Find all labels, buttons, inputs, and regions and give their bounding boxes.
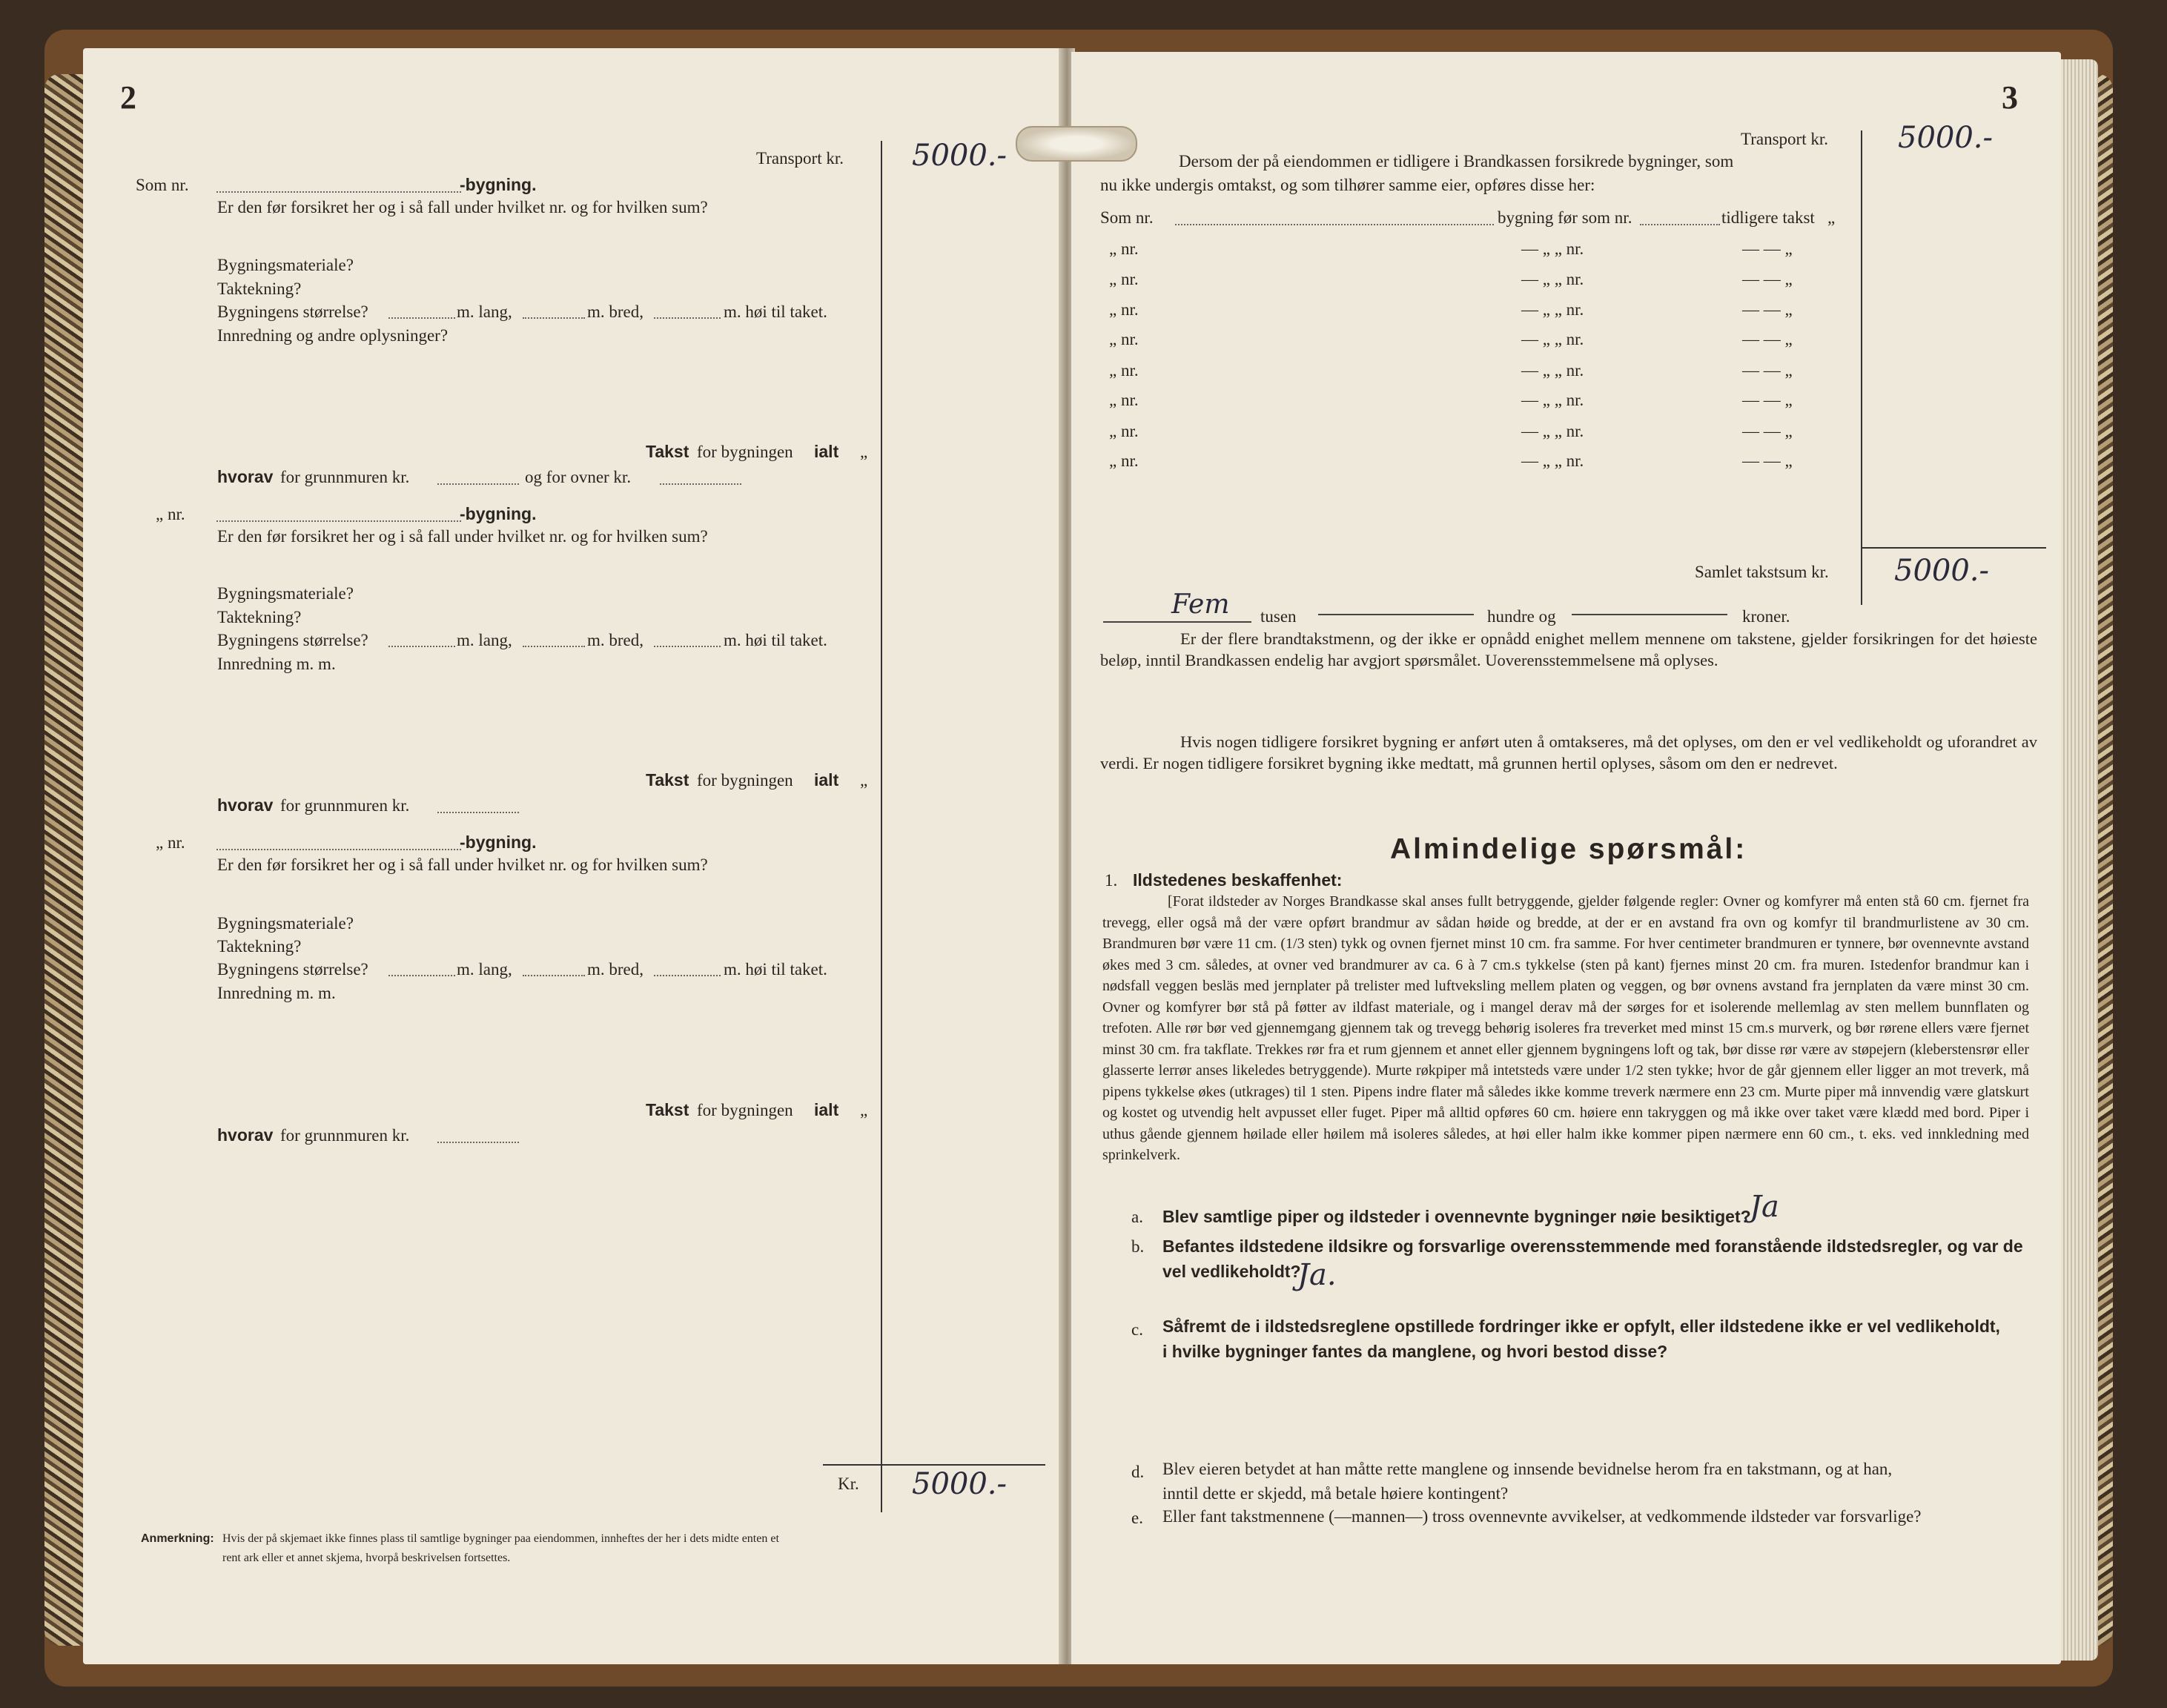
qe-letter: e. <box>1131 1509 1143 1527</box>
row-1-mid: — „ „ nr. <box>1521 239 1584 258</box>
tidligere-nr-line <box>1640 224 1720 225</box>
b2-lang-line <box>388 646 455 647</box>
note-line-1: Hvis der på skjemaet ikke finnes plass til samtlige bygninger paa eiendommen, innheftes der her i dets midte enten et <box>222 1532 779 1545</box>
right-transport-amount: 5000.- <box>1898 121 1994 155</box>
hundre-label: hundre og <box>1487 607 1556 626</box>
binding-string <box>1016 126 1137 162</box>
b1-grunnmuren: for grunnmuren kr. <box>280 468 410 486</box>
b1-hoi: m. høi til taket. <box>724 302 827 321</box>
b2-hvorav: hvorav <box>217 795 274 815</box>
qb-answer: Ja. <box>1297 1258 1337 1292</box>
fem-line <box>1103 621 1251 623</box>
b3-storrelse: Bygningens størrelse? <box>217 960 368 979</box>
tidligere-takst-label: tidligere takst <box>1721 208 1815 227</box>
left-total-rule <box>823 1464 1045 1466</box>
q1-title: Ildstedenes beskaffenhet: <box>1133 870 1343 890</box>
amount-words-fem: Fem <box>1171 589 1230 620</box>
right-amount-rule <box>1861 130 1862 605</box>
qb-question-1: Befantes ildstedene ildsikre og forsvarlige overensstemmende med foranstående ildstedsregler, og var de <box>1162 1237 2023 1256</box>
b3-bygning: -bygning. <box>460 833 537 852</box>
b1-takst-label: for bygningen <box>697 443 793 461</box>
b1-ialt-quote: „ <box>860 443 868 461</box>
b1-lead: Som nr. <box>136 176 189 194</box>
b2-hoi: m. høi til taket. <box>724 631 827 649</box>
row-8-end: — — „ <box>1742 451 1793 470</box>
left-kr-amount: 5000.- <box>912 1467 1008 1501</box>
qd-letter: d. <box>1131 1463 1145 1481</box>
b1-bred: m. bred, <box>587 302 644 321</box>
section-heading: Almindelige spørsmål: <box>1390 833 1747 865</box>
qd-question-2: inntil dette er skjedd, må betale høiere kontingent? <box>1162 1484 1509 1503</box>
b1-innredning: Innredning og andre oplysninger? <box>217 326 449 345</box>
b2-ialt: ialt <box>814 770 839 790</box>
row-5-mid: — „ „ nr. <box>1521 361 1584 380</box>
intro-line-1: Dersom der på eiendommen er tidligere i Brandkassen forsikrede bygninger, som <box>1179 152 1734 171</box>
b2-question: Er den før forsikret her og i så fall under hvilket nr. og for hvilken sum? <box>217 527 708 546</box>
b2-taktekning: Taktekning? <box>217 608 302 626</box>
row-2-lead: „ nr. <box>1109 270 1139 288</box>
intro-line-2: nu ikke undergis omtakst, og som tilhører samme eier, opføres disse her: <box>1100 176 1595 194</box>
note-label: Anmerkning: <box>141 1532 214 1545</box>
q1-number: 1. <box>1105 871 1118 890</box>
som-nr-label: Som nr. <box>1100 208 1154 227</box>
b2-lead: „ nr. <box>156 505 185 523</box>
row-8-mid: — „ „ nr. <box>1521 451 1584 470</box>
b1-ovner: og for ovner kr. <box>525 468 632 486</box>
b3-grunnmur-line <box>437 1142 519 1143</box>
b3-hvorav: hvorav <box>217 1125 274 1145</box>
b3-taktekning: Taktekning? <box>217 937 302 956</box>
b3-nr-line <box>216 849 461 850</box>
b2-takst: Takst <box>646 770 689 790</box>
b2-material: Bygningsmateriale? <box>217 584 354 603</box>
row-1-end: — — „ <box>1742 239 1793 258</box>
b3-hoi: m. høi til taket. <box>724 960 827 979</box>
row-1-lead: „ nr. <box>1109 239 1139 258</box>
b3-hoi-line <box>654 975 721 976</box>
qa-answer: Ja <box>1750 1190 1779 1224</box>
b2-bygning: -bygning. <box>460 504 537 523</box>
b1-lang-line <box>388 317 455 319</box>
b3-lead: „ nr. <box>156 833 185 852</box>
qd-question-1: Blev eieren betydet at han måtte rette manglene og innsende bevidnelse herom fra en takstmann, og at han, <box>1162 1460 1893 1478</box>
b1-ovner-line <box>660 483 741 485</box>
samlet-rule <box>1861 547 2046 549</box>
paragraph-2: Hvis nogen tidligere forsikret bygning er anført uten å omtakseres, må det oplyses, om den er vel vedlikeholdt og uforandret av verdi. Er nogen tidligere forsikret bygning ikke medtatt, må grunnen hertil oplyses, såsom om den er nedrevet. <box>1100 732 2037 772</box>
b2-grunnmur-line <box>437 812 519 813</box>
b2-takst-label: for bygningen <box>697 771 793 790</box>
b3-takst: Takst <box>646 1100 689 1119</box>
row-4-end: — — „ <box>1742 330 1793 348</box>
b2-ialt-quote: „ <box>860 771 868 790</box>
b1-hvorav: hvorav <box>217 467 274 486</box>
b3-bred-line <box>523 975 585 976</box>
b3-bred: m. bred, <box>587 960 644 979</box>
paragraph-1: Er der flere brandtakstmenn, og der ikke er opnådd enighet mellem mennene om takstene, gjelder forsikringen for det høieste beløp, inntil Brandkassen endelig har avgjort spørsmålet. Uoverensstemmelsene må oplyses. <box>1100 629 2037 669</box>
qb-question-2: vel vedlikeholdt? <box>1162 1262 1301 1281</box>
row-7-lead: „ nr. <box>1109 422 1139 440</box>
b1-lang: m. lang, <box>457 302 512 321</box>
b3-takst-label: for bygningen <box>697 1101 793 1119</box>
right-transport-label: Transport kr. <box>1741 130 1828 148</box>
som-nr-line <box>1175 224 1494 225</box>
row-6-lead: „ nr. <box>1109 391 1139 409</box>
b2-storrelse: Bygningens størrelse? <box>217 631 368 649</box>
b1-bygning: -bygning. <box>460 175 537 194</box>
b3-lang-line <box>388 975 455 976</box>
row-3-mid: — „ „ nr. <box>1521 300 1584 319</box>
b3-material: Bygningsmateriale? <box>217 914 354 933</box>
row-6-mid: — „ „ nr. <box>1521 391 1584 409</box>
row-4-lead: „ nr. <box>1109 330 1139 348</box>
qc-question-1: Såfremt de i ildstedsreglene opstillede fordringer ikke er opfylt, eller ildstedene ikke er vel vedlikeholdt, <box>1162 1317 2000 1336</box>
b1-bred-line <box>523 317 585 319</box>
b1-storrelse: Bygningens størrelse? <box>217 302 368 321</box>
qa-letter: a. <box>1131 1208 1143 1226</box>
b1-ialt: ialt <box>814 442 839 461</box>
row-3-lead: „ nr. <box>1109 300 1139 319</box>
qc-letter: c. <box>1131 1320 1143 1339</box>
bygning-for-label: bygning før som nr. <box>1498 208 1632 227</box>
q1-rules-text: [Forat ildsteder av Norges Brandkasse skal anses fullt betryggende, gjelder følgende regler: Ovner og komfyrer må enten stå 60 cm. fjernet fra trevegg, eller også må der være opført brandmur av sådan høide og bredde, at der er en avstand fra ovn og komfyr til brandmurlistene av 30 cm. Brandmuren bør være 11 cm. (1/3 sten) tykk og ovnen fjernet minst 10 cm. fra samme. For hver centimeter brandmuren er tynnere, bør ovennevnte avstand økes med 3 cm. således, at ovner ved brandmurer av ca. 6 à 7 cm.s tykkelse (sten på kant) fjernes minst 20 cm. fra muren. Istedenfor brandmur kan i nødsfall veggen besläs med jernplater på trelister med luftveksling mellem platen og veggen, og bør ovnens avstand fra jernplaten da være minst 30 cm. Ovner og komfyrer bør stå på føtter av ildfast materiale, og i mangel derav må der sørges for et isolerende mellemlag av sten mellem bunnflaten og trefoten. Alle rør bør ved gjennemgang gjennem tak og trevegg behørig isoleres fra treverket med minst 15 cm.s murverk, og bør rørene ellers være fjernet minst 30 cm. fra takflate. Trekkes rør fra et rum gjennem et annet eller gjennem bygningens loft og tak, bør disse rør være av støpejern (kleberstensrør eller glasserte lerrør anses likeledes betryggende). Murte røkpiper må intetsteds være under 1/2 sten tykke; hvor de går gjennem eller ligger an mot treverk, må pipens tykkelse økes (utkrages) til 1 sten. Pipens indre flater må således ikke komme treverk nærmere enn 23 cm. Murte piper må innvendig være glatskurt og kostet og utvendig helt avpusset eller fuget. Piper må alltid opføres 60 cm. høiere enn takryggen og må ikke over taket være klædd med bord. Piper i uthus gående gjennem høilade eller høilem må isoleres således, at høi eller halm ikke kommer pipen nærmere enn 60 cm., t. eks. ved innkledning med sprinkelverk. <box>1102 893 2029 1163</box>
b2-grunnmuren: for grunnmuren kr. <box>280 796 410 815</box>
b1-material: Bygningsmateriale? <box>217 256 354 274</box>
b3-grunnmuren: for grunnmuren kr. <box>280 1126 410 1145</box>
left-kr-label: Kr. <box>838 1474 859 1493</box>
tidligere-quote: „ <box>1827 208 1836 227</box>
b1-taktekning: Taktekning? <box>217 279 302 298</box>
b2-nr-line <box>216 520 461 522</box>
row-2-mid: — „ „ nr. <box>1521 270 1584 288</box>
samlet-amount: 5000.- <box>1894 554 1990 588</box>
b1-hoi-line <box>654 317 721 319</box>
hundre-line <box>1318 614 1474 615</box>
left-page-number: 2 <box>120 79 136 116</box>
row-7-end: — — „ <box>1742 422 1793 440</box>
row-3-end: — — „ <box>1742 300 1793 319</box>
kroner-label: kroner. <box>1742 607 1790 626</box>
tusen-label: tusen <box>1260 607 1297 626</box>
b3-ialt: ialt <box>814 1100 839 1119</box>
row-7-mid: — „ „ nr. <box>1521 422 1584 440</box>
right-page-number: 3 <box>2002 79 2018 116</box>
samlet-label: Samlet takstsum kr. <box>1695 563 1829 581</box>
left-amount-rule <box>881 141 882 1512</box>
b1-takst: Takst <box>646 442 689 461</box>
og-line <box>1572 614 1727 615</box>
qe-question: Eller fant takstmennene (—mannen—) tross ovennevnte avvikelser, at vedkommende ildsteder var forsvarlige? <box>1162 1507 1922 1526</box>
row-6-end: — — „ <box>1742 391 1793 409</box>
row-2-end: — — „ <box>1742 270 1793 288</box>
b1-nr-line <box>216 191 461 193</box>
note-line-2: rent ark eller et annet skjema, hvorpå beskrivelsen fortsettes. <box>222 1552 511 1564</box>
row-8-lead: „ nr. <box>1109 451 1139 470</box>
b2-innredning: Innredning m. m. <box>217 655 336 673</box>
page-stack <box>2061 59 2098 1661</box>
b3-ialt-quote: „ <box>860 1101 868 1119</box>
qb-letter: b. <box>1131 1237 1145 1256</box>
b2-lang: m. lang, <box>457 631 512 649</box>
b2-bred: m. bred, <box>587 631 644 649</box>
left-transport-label: Transport kr. <box>756 149 844 168</box>
b3-question: Er den før forsikret her og i så fall under hvilket nr. og for hvilken sum? <box>217 855 708 874</box>
b3-innredning: Innredning m. m. <box>217 984 336 1002</box>
row-5-lead: „ nr. <box>1109 361 1139 380</box>
left-transport-amount: 5000.- <box>912 139 1008 173</box>
row-4-mid: — „ „ nr. <box>1521 330 1584 348</box>
b3-lang: m. lang, <box>457 960 512 979</box>
qa-question: Blev samtlige piper og ildsteder i ovennevnte bygninger nøie besiktiget? <box>1162 1207 1751 1226</box>
b2-hoi-line <box>654 646 721 647</box>
b2-bred-line <box>523 646 585 647</box>
b1-question: Er den før forsikret her og i så fall under hvilket nr. og for hvilken sum? <box>217 198 708 216</box>
qc-question-2: i hvilke bygninger fantes da manglene, og hvori bestod disse? <box>1162 1342 1668 1361</box>
b1-grunnmur-line <box>437 483 519 485</box>
row-5-end: — — „ <box>1742 361 1793 380</box>
